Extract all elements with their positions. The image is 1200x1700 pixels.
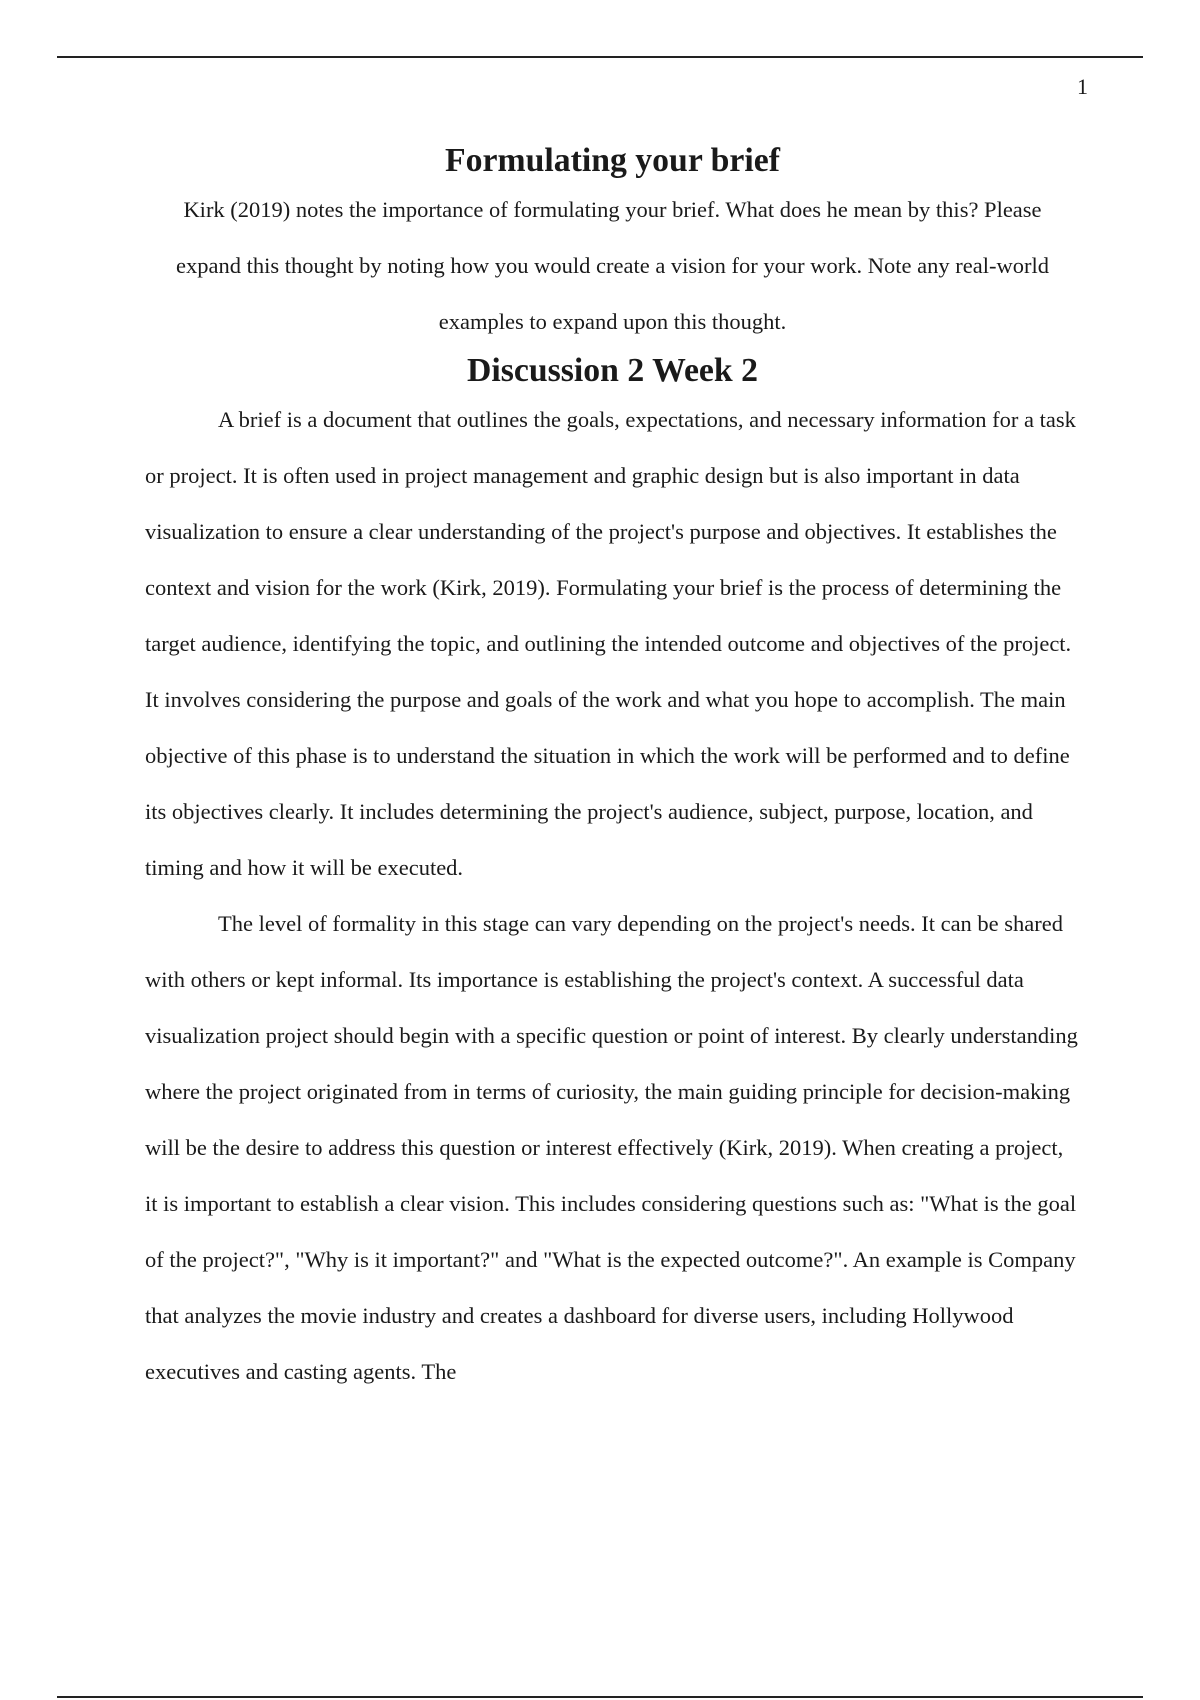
bottom-rule (57, 1696, 1143, 1698)
document-body (145, 140, 1080, 1400)
page-number: 1 (1077, 74, 1088, 99)
response-paragraph-1: A brief is a document that outlines the goals, expectations, and necessary information for a task or project. It is often used in project management and graphic design but is also important in data visualization to ensure a clear understanding of the project's purpose and objectives. It establishes the context and vision for the work (Kirk, 2019). Formulating your brief is the process of determining the target audience, identifying the topic, and outlining the intended outcome and objectives of the project. It involves considering the purpose and goals of the work and what you hope to accomplish. The main objective of this phase is to understand the situation in which the work will be performed and to define its objectives clearly. It includes determining the project's audience, subject, purpose, location, and timing and how it will be executed. (145, 407, 1076, 880)
response-title: Discussion 2 Week 2 (467, 352, 758, 389)
top-rule (57, 56, 1143, 58)
prompt-text: Kirk (2019) notes the importance of formulating your brief. What does he mean by this? Please expand this thought by noting how you would create a vision for your work. Note any real-world examples to expand upon this thought. (176, 197, 1049, 334)
response-paragraph-2: The level of formality in this stage can vary depending on the project's needs. It can be shared with others or kept informal. Its importance is establishing the project's context. A successful data visualization project should begin with a specific question or point of interest. By clearly understanding where the project originated from in terms of curiosity, the main guiding principle for decision-making will be the desire to address this question or interest effectively (Kirk, 2019). When creating a project, it is important to establish a clear vision. This includes considering questions such as: "What is the goal of the project?", "Why is it important?" and "What is the expected outcome?". An example is Company that analyzes the movie industry and creates a dashboard for diverse users, including Hollywood executives and casting agents. The (145, 911, 1078, 1384)
prompt-title: Formulating your brief (445, 142, 780, 179)
